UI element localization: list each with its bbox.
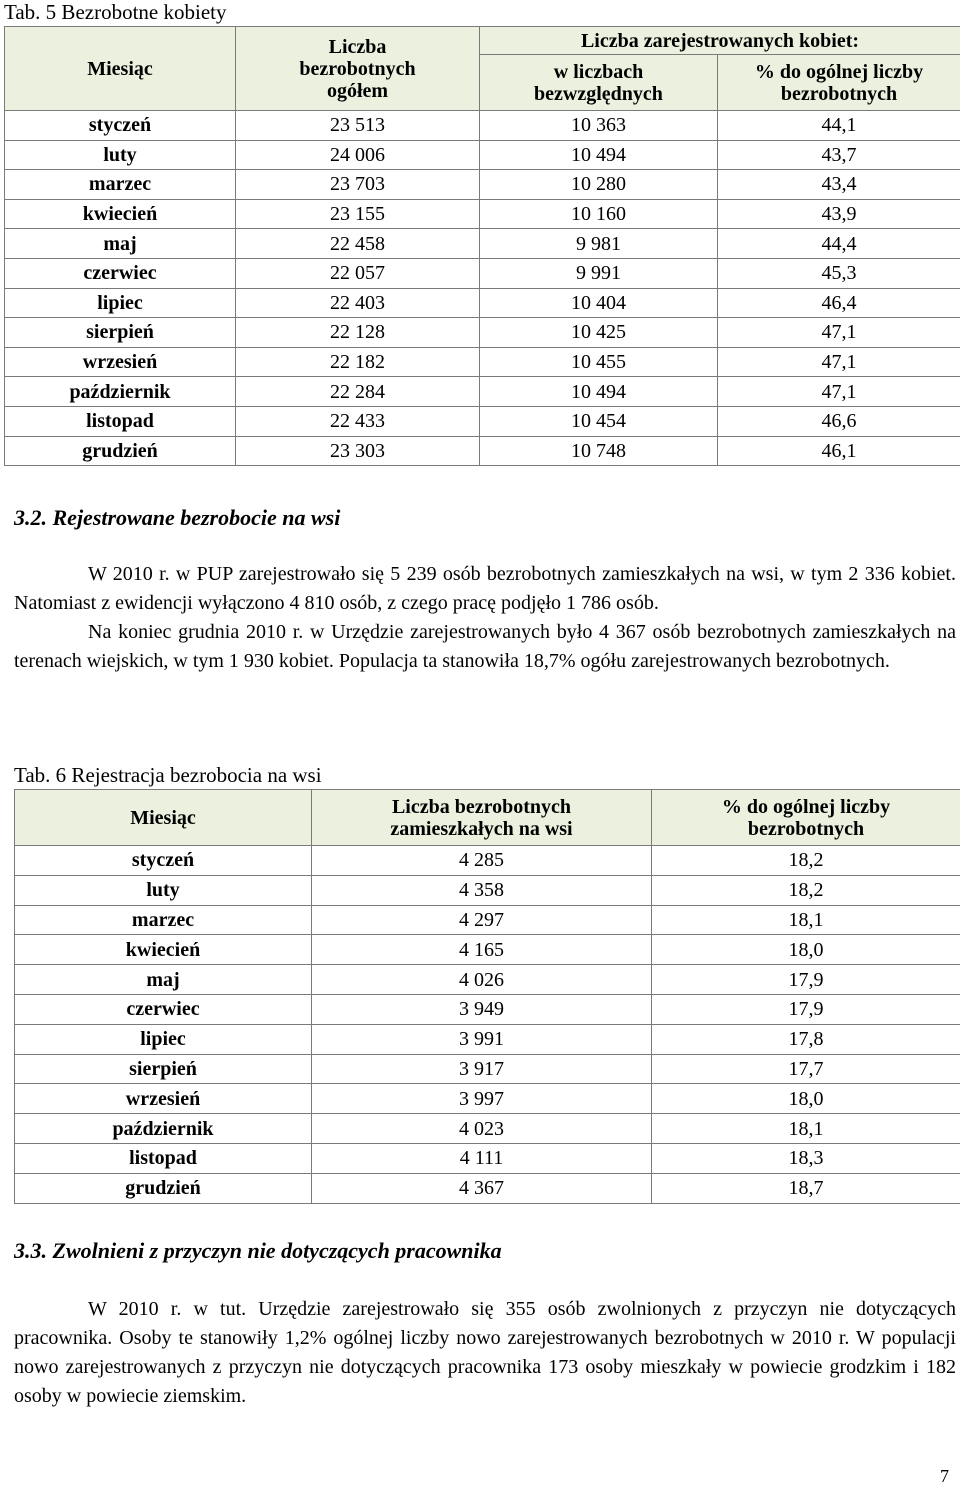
table5-row bbox=[5, 347, 960, 377]
section-3-2-title: 3.2. Rejestrowane bezrobocie na wsi bbox=[14, 505, 341, 530]
table5-cell-total: 22 433 bbox=[236, 406, 480, 436]
table6-cell-count: 3 991 bbox=[312, 1024, 652, 1054]
table6-cell-count: 3 949 bbox=[312, 994, 652, 1024]
table5-cell-total: 22 182 bbox=[236, 347, 480, 377]
table5-cell-percent: 43,9 bbox=[718, 199, 960, 229]
table6-cell-month: kwiecień bbox=[15, 935, 312, 965]
table5-cell-absolute: 10 404 bbox=[480, 288, 718, 318]
table5-row bbox=[5, 111, 960, 141]
table5-row bbox=[5, 170, 960, 200]
table6-cell-percent: 18,0 bbox=[652, 935, 960, 965]
table5-cell-total: 22 458 bbox=[236, 229, 480, 259]
table6-cell-month: wrzesień bbox=[15, 1084, 312, 1114]
table6-row bbox=[15, 905, 960, 935]
table6-row bbox=[15, 1143, 960, 1173]
table6-cell-count: 4 111 bbox=[312, 1143, 652, 1173]
table5-cell-absolute: 10 160 bbox=[480, 199, 718, 229]
section-3-3-title: 3.3. Zwolnieni z przyczyn nie dotyczących pracownika bbox=[14, 1238, 502, 1263]
table6-cell-month: styczeń bbox=[15, 846, 312, 876]
table6-cell-count: 3 997 bbox=[312, 1084, 652, 1114]
table6-header-count: Liczba bezrobotnych zamieszkałych na wsi bbox=[312, 790, 652, 846]
table5-cell-month: czerwiec bbox=[5, 258, 236, 288]
table6-caption: Tab. 6 Rejestracja bezrobocia na wsi bbox=[14, 763, 322, 787]
table6-row bbox=[15, 935, 960, 965]
table5-cell-total: 23 703 bbox=[236, 170, 480, 200]
table6-cell-percent: 17,7 bbox=[652, 1054, 960, 1084]
table6 bbox=[14, 789, 960, 1204]
table6-cell-month: maj bbox=[15, 965, 312, 995]
table5-cell-total: 22 128 bbox=[236, 318, 480, 348]
table6-cell-percent: 18,3 bbox=[652, 1143, 960, 1173]
table5-cell-percent: 46,1 bbox=[718, 436, 960, 466]
table6-cell-month: marzec bbox=[15, 905, 312, 935]
table5-header-total: Liczba bezrobotnych ogółem bbox=[236, 27, 480, 111]
page-number: 7 bbox=[940, 1466, 949, 1486]
table6-cell-percent: 18,1 bbox=[652, 905, 960, 935]
table6-cell-month: luty bbox=[15, 875, 312, 905]
table6-cell-percent: 17,9 bbox=[652, 965, 960, 995]
table6-cell-count: 4 297 bbox=[312, 905, 652, 935]
table5-cell-month: sierpień bbox=[5, 318, 236, 348]
table6-cell-month: sierpień bbox=[15, 1054, 312, 1084]
table5-cell-percent: 46,6 bbox=[718, 406, 960, 436]
table5-row bbox=[5, 436, 960, 466]
table5-cell-percent: 44,4 bbox=[718, 229, 960, 259]
table6-cell-percent: 18,7 bbox=[652, 1173, 960, 1203]
table6-header-month: Miesiąc bbox=[15, 790, 312, 846]
table5-cell-month: kwiecień bbox=[5, 199, 236, 229]
table5-cell-total: 22 403 bbox=[236, 288, 480, 318]
table6-cell-count: 4 165 bbox=[312, 935, 652, 965]
table5-cell-absolute: 10 494 bbox=[480, 377, 718, 407]
table5-row bbox=[5, 318, 960, 348]
table5-row bbox=[5, 199, 960, 229]
section-3-3-paragraph-1: W 2010 r. w tut. Urzędzie zarejestrowało się 355 osób zwolnionych z przyczyn nie dotyczących pracownika. Osoby te stanowiły 1,2% ogólnej liczby nowo zarejestrowanych bezrobotnych w 2010 r. W populacji nowo zarejestrowanych z przyczyn nie dotyczących pracownika 173 osoby mieszkały w powiecie grodzkim i 182 osoby w powiecie ziemskim. bbox=[14, 1298, 956, 1407]
table5-cell-month: październik bbox=[5, 377, 236, 407]
table5-cell-percent: 44,1 bbox=[718, 111, 960, 141]
table6-cell-count: 4 023 bbox=[312, 1114, 652, 1144]
table5-cell-percent: 43,4 bbox=[718, 170, 960, 200]
table6-cell-month: czerwiec bbox=[15, 994, 312, 1024]
table5-cell-percent: 47,1 bbox=[718, 318, 960, 348]
table5-header-month: Miesiąc bbox=[5, 27, 236, 111]
table5-cell-month: wrzesień bbox=[5, 347, 236, 377]
table6-row bbox=[15, 1084, 960, 1114]
table6-cell-percent: 17,9 bbox=[652, 994, 960, 1024]
table6-cell-percent: 18,2 bbox=[652, 875, 960, 905]
table5-row bbox=[5, 140, 960, 170]
table5-cell-percent: 47,1 bbox=[718, 377, 960, 407]
table6-cell-count: 4 367 bbox=[312, 1173, 652, 1203]
table5-cell-absolute: 9 981 bbox=[480, 229, 718, 259]
table5-cell-absolute: 10 280 bbox=[480, 170, 718, 200]
table6-row bbox=[15, 1173, 960, 1203]
table5-cell-absolute: 10 748 bbox=[480, 436, 718, 466]
table5-row bbox=[5, 229, 960, 259]
table6-cell-month: lipiec bbox=[15, 1024, 312, 1054]
table5-row bbox=[5, 258, 960, 288]
table6-cell-month: październik bbox=[15, 1114, 312, 1144]
table5-row bbox=[5, 288, 960, 318]
table5-cell-percent: 47,1 bbox=[718, 347, 960, 377]
section-3-2-body bbox=[14, 560, 956, 676]
table5-cell-month: maj bbox=[5, 229, 236, 259]
table5-header-absolute: w liczbach bezwzględnych bbox=[480, 55, 718, 111]
table5-header-group: Liczba zarejestrowanych kobiet: bbox=[480, 27, 960, 55]
table6-cell-month: grudzień bbox=[15, 1173, 312, 1203]
table5-cell-month: listopad bbox=[5, 406, 236, 436]
table5-caption: Tab. 5 Bezrobotne kobiety bbox=[4, 0, 227, 24]
table5-cell-month: styczeń bbox=[5, 111, 236, 141]
table5-cell-percent: 46,4 bbox=[718, 288, 960, 318]
table6-cell-count: 4 026 bbox=[312, 965, 652, 995]
table6-cell-percent: 18,2 bbox=[652, 846, 960, 876]
table5-cell-total: 23 303 bbox=[236, 436, 480, 466]
table5-cell-absolute: 10 425 bbox=[480, 318, 718, 348]
table6-cell-month: listopad bbox=[15, 1143, 312, 1173]
table6-row bbox=[15, 875, 960, 905]
section-3-2-paragraph-2: Na koniec grudnia 2010 r. w Urzędzie zarejestrowanych było 4 367 osób bezrobotnych zamieszkałych na terenach wiejskich, w tym 1 930 kobiet. Populacja ta stanowiła 18,7% ogółu zarejestrowanych bezrobotnych. bbox=[14, 621, 956, 672]
table6-header-percent: % do ogólnej liczby bezrobotnych bbox=[652, 790, 960, 846]
table6-row bbox=[15, 994, 960, 1024]
table6-cell-percent: 18,0 bbox=[652, 1084, 960, 1114]
table5-cell-total: 24 006 bbox=[236, 140, 480, 170]
table6-cell-percent: 18,1 bbox=[652, 1114, 960, 1144]
table6-cell-count: 3 917 bbox=[312, 1054, 652, 1084]
table6-cell-count: 4 358 bbox=[312, 875, 652, 905]
table5-row bbox=[5, 377, 960, 407]
table5 bbox=[4, 26, 960, 466]
table5-cell-absolute: 10 494 bbox=[480, 140, 718, 170]
table6-row bbox=[15, 1114, 960, 1144]
table6-row bbox=[15, 1054, 960, 1084]
table6-row bbox=[15, 1024, 960, 1054]
table5-cell-total: 22 284 bbox=[236, 377, 480, 407]
table6-cell-percent: 17,8 bbox=[652, 1024, 960, 1054]
table6-cell-count: 4 285 bbox=[312, 846, 652, 876]
table5-cell-total: 23 513 bbox=[236, 111, 480, 141]
table5-cell-month: marzec bbox=[5, 170, 236, 200]
section-3-3-body bbox=[14, 1295, 956, 1411]
section-3-2-paragraph-1: W 2010 r. w PUP zarejestrowało się 5 239 osób bezrobotnych zamieszkałych na wsi, w tym 2 336 kobiet. Natomiast z ewidencji wyłączono 4 810 osób, z czego pracę podjęło 1 786 osób. bbox=[14, 563, 956, 614]
table5-cell-month: lipiec bbox=[5, 288, 236, 318]
table5-row bbox=[5, 406, 960, 436]
table5-cell-percent: 43,7 bbox=[718, 140, 960, 170]
table5-cell-absolute: 9 991 bbox=[480, 258, 718, 288]
table5-cell-absolute: 10 455 bbox=[480, 347, 718, 377]
table5-cell-absolute: 10 454 bbox=[480, 406, 718, 436]
table5-cell-month: grudzień bbox=[5, 436, 236, 466]
table5-cell-total: 23 155 bbox=[236, 199, 480, 229]
table5-cell-month: luty bbox=[5, 140, 236, 170]
table6-row bbox=[15, 965, 960, 995]
table5-cell-absolute: 10 363 bbox=[480, 111, 718, 141]
table5-cell-total: 22 057 bbox=[236, 258, 480, 288]
table5-header-percent: % do ogólnej liczby bezrobotnych bbox=[718, 55, 960, 111]
table5-cell-percent: 45,3 bbox=[718, 258, 960, 288]
table6-row bbox=[15, 846, 960, 876]
